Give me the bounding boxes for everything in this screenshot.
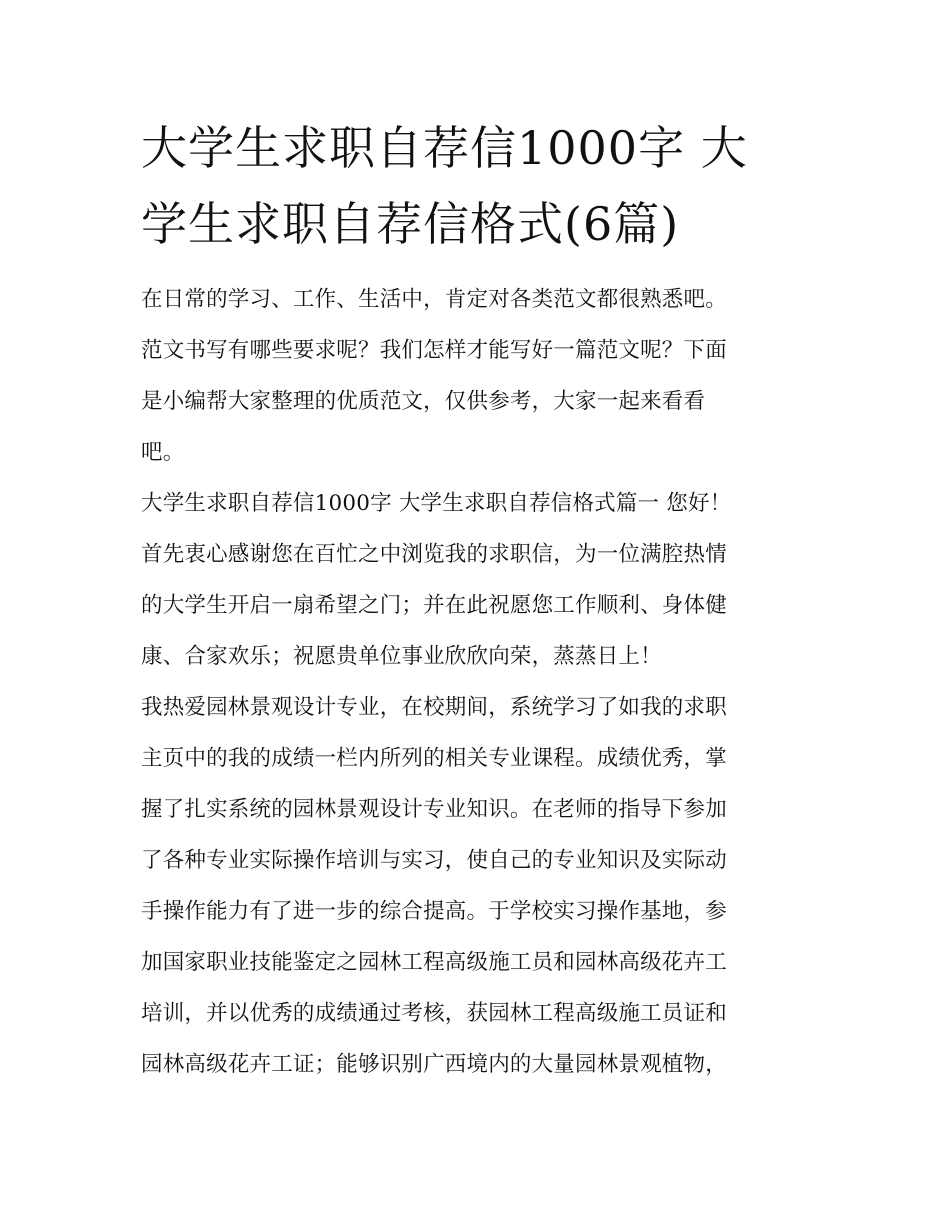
paragraph-line: 是小编帮大家整理的优质范文，仅供参考，大家一起来看看 bbox=[141, 389, 706, 414]
document-title-line-1: 大学生求职自荐信1000字 大 bbox=[141, 121, 748, 175]
paragraph-line: 大学生求职自荐信1000字 大学生求职自荐信格式篇一 您好！ bbox=[141, 491, 732, 516]
paragraph-line: 主页中的我的成绩一栏内所列的相关专业课程。成绩优秀，掌 bbox=[141, 746, 727, 771]
paragraph-line: 的大学生开启一扇希望之门；并在此祝愿您工作顺利、身体健 bbox=[141, 593, 727, 618]
paragraph-line: 吧。 bbox=[141, 440, 185, 465]
paragraph-line: 握了扎实系统的园林景观设计专业知识。在老师的指导下参加 bbox=[141, 797, 727, 822]
document-title-line-2: 学生求职自荐信格式(6篇) bbox=[141, 197, 680, 251]
paragraph-line: 加国家职业技能鉴定之园林工程高级施工员和园林高级花卉工 bbox=[141, 950, 727, 975]
paragraph-line: 培训，并以优秀的成绩通过考核，获园林工程高级施工员证和 bbox=[141, 1001, 727, 1026]
paragraph-line: 我热爱园林景观设计专业，在校期间，系统学习了如我的求职 bbox=[141, 695, 727, 720]
paragraph-line: 范文书写有哪些要求呢？我们怎样才能写好一篇范文呢？下面 bbox=[141, 338, 727, 363]
paragraph-line: 康、合家欢乐；祝愿贵单位事业欣欣向荣，蒸蒸日上！ bbox=[141, 644, 662, 669]
paragraph-line: 手操作能力有了进一步的综合提高。于学校实习操作基地，参 bbox=[141, 899, 727, 924]
paragraph-line: 了各种专业实际操作培训与实习，使自己的专业知识及实际动 bbox=[141, 848, 727, 873]
paragraph-line: 在日常的学习、工作、生活中，肯定对各类范文都很熟悉吧。 bbox=[141, 287, 727, 312]
paragraph-line: 首先衷心感谢您在百忙之中浏览我的求职信，为一位满腔热情 bbox=[141, 542, 727, 567]
paragraph-line: 园林高级花卉工证；能够识别广西境内的大量园林景观植物， bbox=[141, 1052, 727, 1077]
